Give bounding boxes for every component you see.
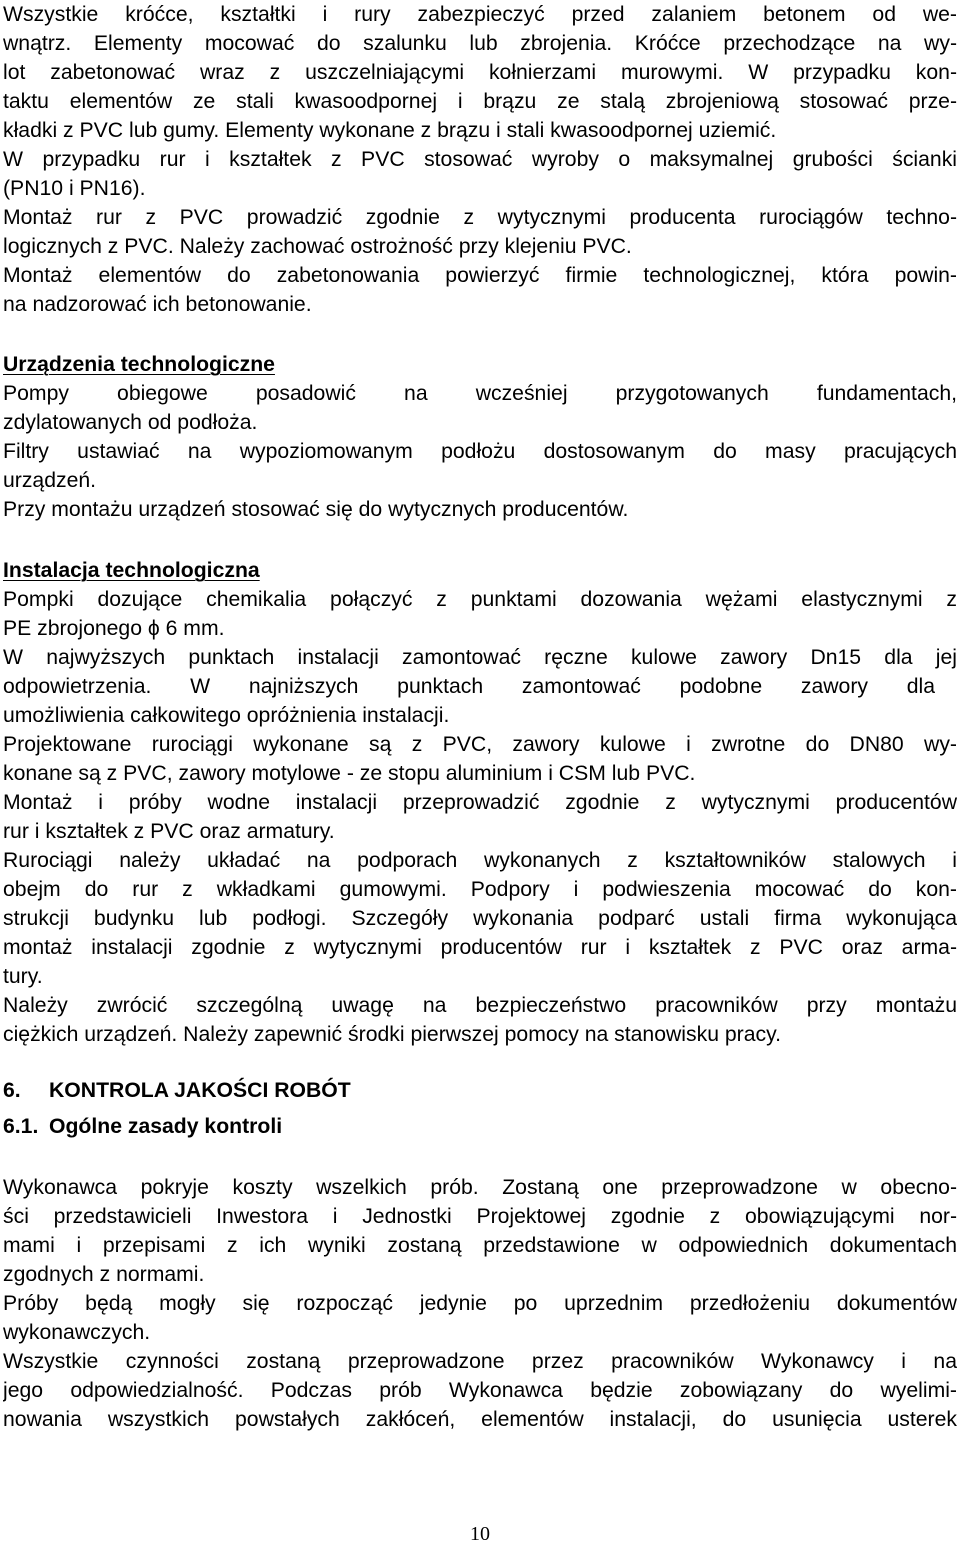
body-text-line: nowania wszystkich powstałych zakłóceń, elementów instalacji, do usunięcia usterek (3, 1408, 957, 1431)
body-text-line: mami i przepisami z ich wyniki zostaną przedstawione w odpowiednich dokumentach (3, 1234, 957, 1257)
body-text-line: kładki z PVC lub gumy. Elementy wykonane z brązu i stali kwasoodpornej uziemić. (3, 119, 777, 142)
body-text-line: Pompki dozujące chemikalia połączyć z punktami dozowania wężami elastycznymi z (3, 588, 957, 611)
body-text-line: Próby będą mogły się rozpocząć jedynie po uprzednim przedłożeniu dokumentów (3, 1292, 957, 1315)
body-text-line: urządzeń. (3, 469, 97, 492)
body-text-line: obejm do rur z wkładkami gumowymi. Podpory i podwieszenia mocować do kon- (3, 878, 957, 901)
body-text-line: umożliwienia całkowitego opróżnienia instalacji. (3, 704, 450, 727)
body-text-line: taktu elementów ze stali kwasoodpornej i brązu ze stalą zbrojeniową stosować prze- (3, 90, 957, 113)
body-text-line: Rurociągi należy układać na podporach wykonanych z kształtowników stalowych i (3, 849, 957, 872)
section-number: 6. (3, 1079, 21, 1102)
body-text-line: na nadzorować ich betonowanie. (3, 293, 312, 316)
body-text-line: Projektowane rurociągi wykonane są z PVC, zawory kulowe i zwrotne do DN80 wy- (3, 733, 957, 756)
section-heading-6 (3, 1076, 957, 1105)
body-text-line: Filtry ustawiać na wypoziomowanym podłożu dostosowanym do masy pracujących (3, 440, 957, 463)
body-text-line: W przypadku rur i kształtek z PVC stosować wyroby o maksymalnej grubości ścianki (3, 148, 957, 171)
body-text-line: strukcji budynku lub podłogi. Szczegóły wykonania podparć ustali firma wykonująca (3, 907, 957, 930)
body-text-line: zgodnych z normami. (3, 1263, 205, 1286)
body-text-line: jego odpowiedzialność. Podczas prób Wykonawca będzie zobowiązany do wyelimi- (3, 1379, 957, 1402)
subsection-number: 6.1. (3, 1115, 39, 1138)
body-text-line: konane są z PVC, zawory motylowe - ze stopu aluminium i CSM lub PVC. (3, 762, 696, 785)
body-text-line: rur i kształtek z PVC oraz armatury. (3, 820, 335, 843)
section-title: KONTROLA JAKOŚCI ROBÓT (49, 1079, 351, 1102)
body-text-line: ści przedstawicieli Inwestora i Jednostki Projektowej zgodnie z obowiązującymi nor- (3, 1205, 957, 1228)
body-text-line: zdylatowanych od podłoża. (3, 411, 258, 434)
body-text-line: wykonawczych. (3, 1321, 151, 1344)
body-text-line: wnątrz. Elementy mocować do szalunku lub zbrojenia. Króćce przechodzące na wy- (3, 32, 957, 55)
body-text-line: odpowietrzenia. W najniższych punktach zamontować podobne zawory dla (3, 675, 935, 698)
body-text-line: logicznych z PVC. Należy zachować ostrożność przy klejeniu PVC. (3, 235, 632, 258)
page-number: 10 (470, 1523, 490, 1545)
body-text-line: (PN10 i PN16). (3, 177, 146, 200)
body-text-line: Przy montażu urządzeń stosować się do wytycznych producentów. (3, 498, 629, 521)
subsection-heading-6-1 (3, 1112, 957, 1141)
body-text-line: Montaż elementów do zabetonowania powierzyć firmie technologicznej, która powin- (3, 264, 957, 287)
body-text-line: Należy zwrócić szczególną uwagę na bezpieczeństwo pracowników przy montażu (3, 994, 957, 1017)
body-text-line: W najwyższych punktach instalacji zamontować ręczne kulowe zawory Dn15 dla jej (3, 646, 957, 669)
section-heading-instalacja: Instalacja technologiczna (3, 559, 260, 582)
body-text-line: Montaż rur z PVC prowadzić zgodnie z wytycznymi producenta rurociągów techno- (3, 206, 957, 229)
body-text-line: lot zabetonować wraz z uszczelniającymi kołnierzami murowymi. W przypadku kon- (3, 61, 957, 84)
section-heading-urzadzenia: Urządzenia technologiczne (3, 353, 275, 376)
body-text-line: Montaż i próby wodne instalacji przeprowadzić zgodnie z wytycznymi producentów (3, 791, 957, 814)
body-text-line: PE zbrojonego ϕ 6 mm. (3, 617, 225, 640)
body-text-line: Wykonawca pokryje koszty wszelkich prób. Zostaną one przeprowadzone w obecno- (3, 1176, 957, 1199)
subsection-title: Ogólne zasady kontroli (49, 1115, 283, 1138)
body-text-line: Wszystkie króćce, kształtki i rury zabezpieczyć przed zalaniem betonem od we- (3, 3, 957, 26)
body-text-line: montaż instalacji zgodnie z wytycznymi producentów rur i kształtek z PVC oraz arma- (3, 936, 957, 959)
body-text-line: tury. (3, 965, 43, 988)
body-text-line: Wszystkie czynności zostaną przeprowadzone przez pracowników Wykonawcy i na (3, 1350, 957, 1373)
body-text-line: ciężkich urządzeń. Należy zapewnić środki pierwszej pomocy na stanowisku pracy. (3, 1023, 781, 1046)
body-text-line: Pompy obiegowe posadowić na wcześniej przygotowanych fundamentach, (3, 382, 957, 405)
